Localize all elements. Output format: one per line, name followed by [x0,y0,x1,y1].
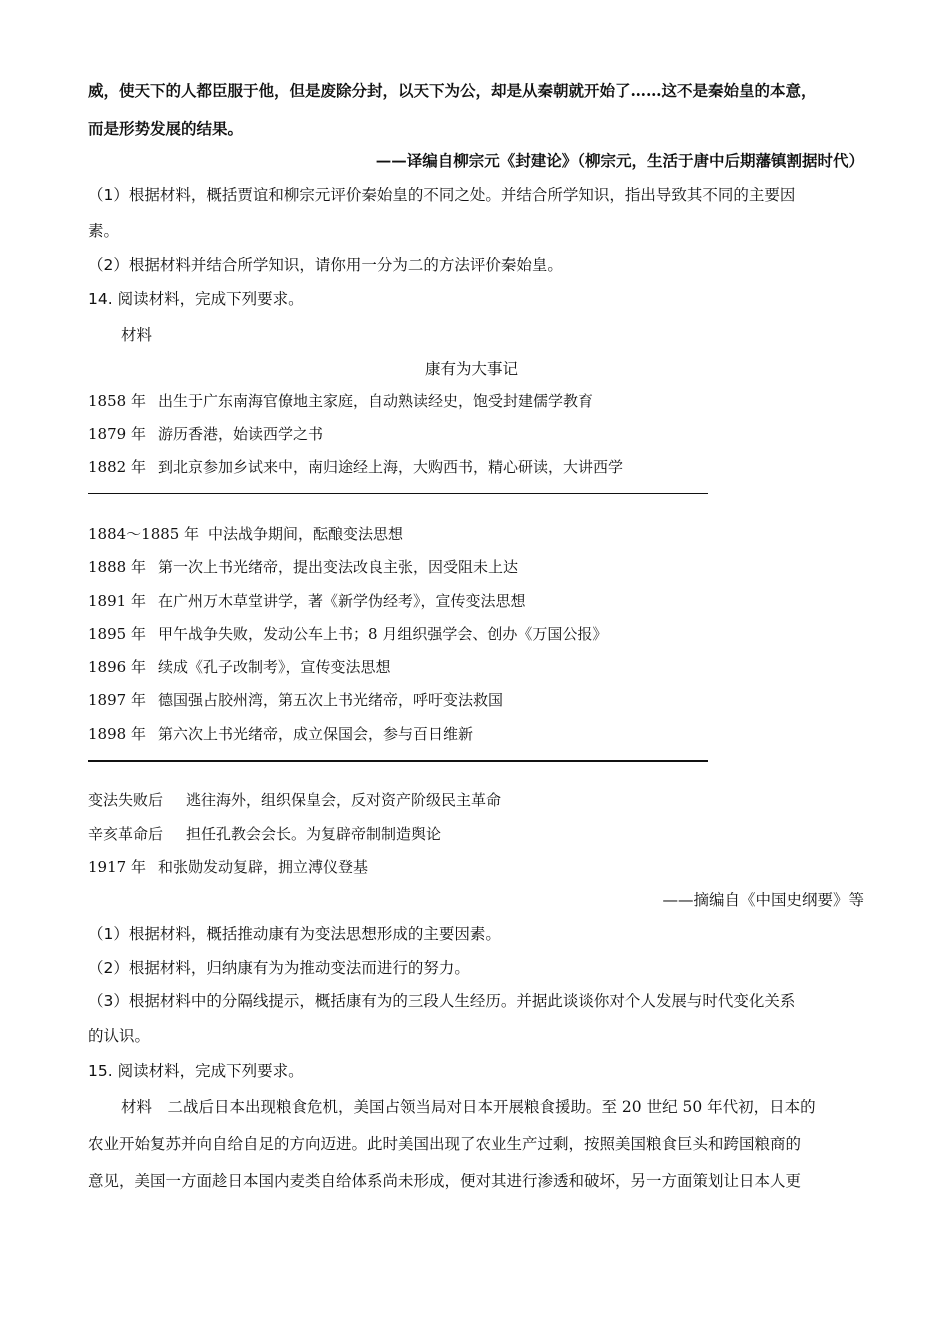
q14-heading: 14. 阅读材料，完成下列要求。 [88,290,304,308]
timeline-text: 德国强占胶州湾，第五次上书光绪帝，呼吁变法救国 [158,691,504,709]
q14-table-title: 康有为大事记 [425,360,519,378]
timeline-text: 续成《孔子改制考》，宣传变法思想 [158,658,391,676]
timeline-row [88,656,391,678]
q14-sub1: （1）根据材料，概括推动康有为变法思想形成的主要因素。 [88,925,501,943]
timeline-row [88,423,323,445]
timeline-row [88,623,607,645]
timeline-year: 1888 年 [88,558,146,576]
timeline-text: 到北京参加乡试来中，南归途经上海，大购西书，精心研读，大讲西学 [158,458,624,476]
timeline-row [88,689,503,711]
timeline-year: 1891 年 [88,592,146,610]
timeline-text: 和张勋发动复辟，拥立溥仪登基 [158,858,369,876]
q13-sub2: （2）根据材料并结合所学知识，请你用一分为二的方法评价秦始皇。 [88,256,563,274]
timeline-row [88,590,526,612]
timeline-row [88,390,593,412]
timeline-year: 1884～1885 年 [88,525,200,543]
timeline-text: 担任孔教会会长。为复辟帝制制造舆论 [186,825,442,843]
timeline-text: 逃往海外，组织保皇会，反对资产阶级民主革命 [186,791,502,809]
timeline-row [88,789,501,811]
timeline-year: 1879 年 [88,425,146,443]
q13-sub1-line2: 素。 [88,222,120,240]
q15-heading: 15. 阅读材料，完成下列要求。 [88,1062,304,1080]
material-line-1: 威，使天下的人都臣服于他，但是废除分封，以天下为公，却是从秦朝就开始了……这不是秦始皇的本意， [88,81,817,100]
q15-material-line-1: 材料 二战后日本出现粮食危机，美国占领当局对日本开展粮食援助。至 20 世纪 50 年代初，日本的 [121,1098,816,1116]
q13-sub1-line1: （1）根据材料，概括贾谊和柳宗元评价秦始皇的不同之处。并结合所学知识，指出导致其不同的主要因 [88,186,796,204]
timeline-row [88,456,623,478]
timeline-row [88,823,441,845]
q15-material-line-3: 意见，美国一方面趁日本国内麦类自给体系尚未形成，便对其进行渗透和破坏，另一方面策划让日本人更 [88,1172,802,1190]
material-line-2: 而是形势发展的结果。 [88,119,244,138]
q14-sub3-line1: （3）根据材料中的分隔线提示，概括康有为的三段人生经历。并据此谈谈你对个人发展与时代变化关系 [88,992,796,1010]
q14-sub2: （2）根据材料，归纳康有为为推动变法而进行的努力。 [88,959,470,977]
timeline-text: 中法战争期间，酝酿变法思想 [208,525,404,543]
material-source: ——译编自柳宗元《封建论》（柳宗元，生活于唐中后期藩镇割据时代） [375,151,864,170]
timeline-text: 出生于广东南海官僚地主家庭，自动熟读经史，饱受封建儒学教育 [158,392,594,410]
timeline-row [88,556,518,578]
timeline-text: 甲午战争失败，发动公车上书；8 月组织强学会、创办《万国公报》 [158,625,608,643]
timeline-year: 1917 年 [88,858,146,876]
timeline-year: 1858 年 [88,392,146,410]
timeline-row [88,856,368,878]
divider-2 [88,760,708,762]
timeline-year: 1897 年 [88,691,146,709]
q14-sub3-line2: 的认识。 [88,1027,151,1045]
q14-source: ——摘编自《中国史纲要》等 [662,891,864,909]
timeline-year: 1898 年 [88,725,146,743]
timeline-row [88,723,473,745]
timeline-text: 第一次上书光绪帝，提出变法改良主张，因受阻未上达 [158,558,519,576]
divider-1 [88,493,708,494]
timeline-year: 1896 年 [88,658,146,676]
timeline-year: 1895 年 [88,625,146,643]
timeline-text: 游历香港，始读西学之书 [158,425,324,443]
timeline-text: 第六次上书光绪帝，成立保国会，参与百日维新 [158,725,474,743]
q14-material-label: 材料 [121,326,153,344]
timeline-text: 在广州万木草堂讲学，著《新学伪经考》，宣传变法思想 [158,592,526,610]
q15-material-line-2: 农业开始复苏并向自给自足的方向迈进。此时美国出现了农业生产过剩，按照美国粮食巨头和跨国粮商的 [88,1135,802,1153]
timeline-year: 1882 年 [88,458,146,476]
timeline-year: 变法失败后 [88,791,164,809]
timeline-year: 辛亥革命后 [88,825,164,843]
timeline-row [88,523,403,545]
